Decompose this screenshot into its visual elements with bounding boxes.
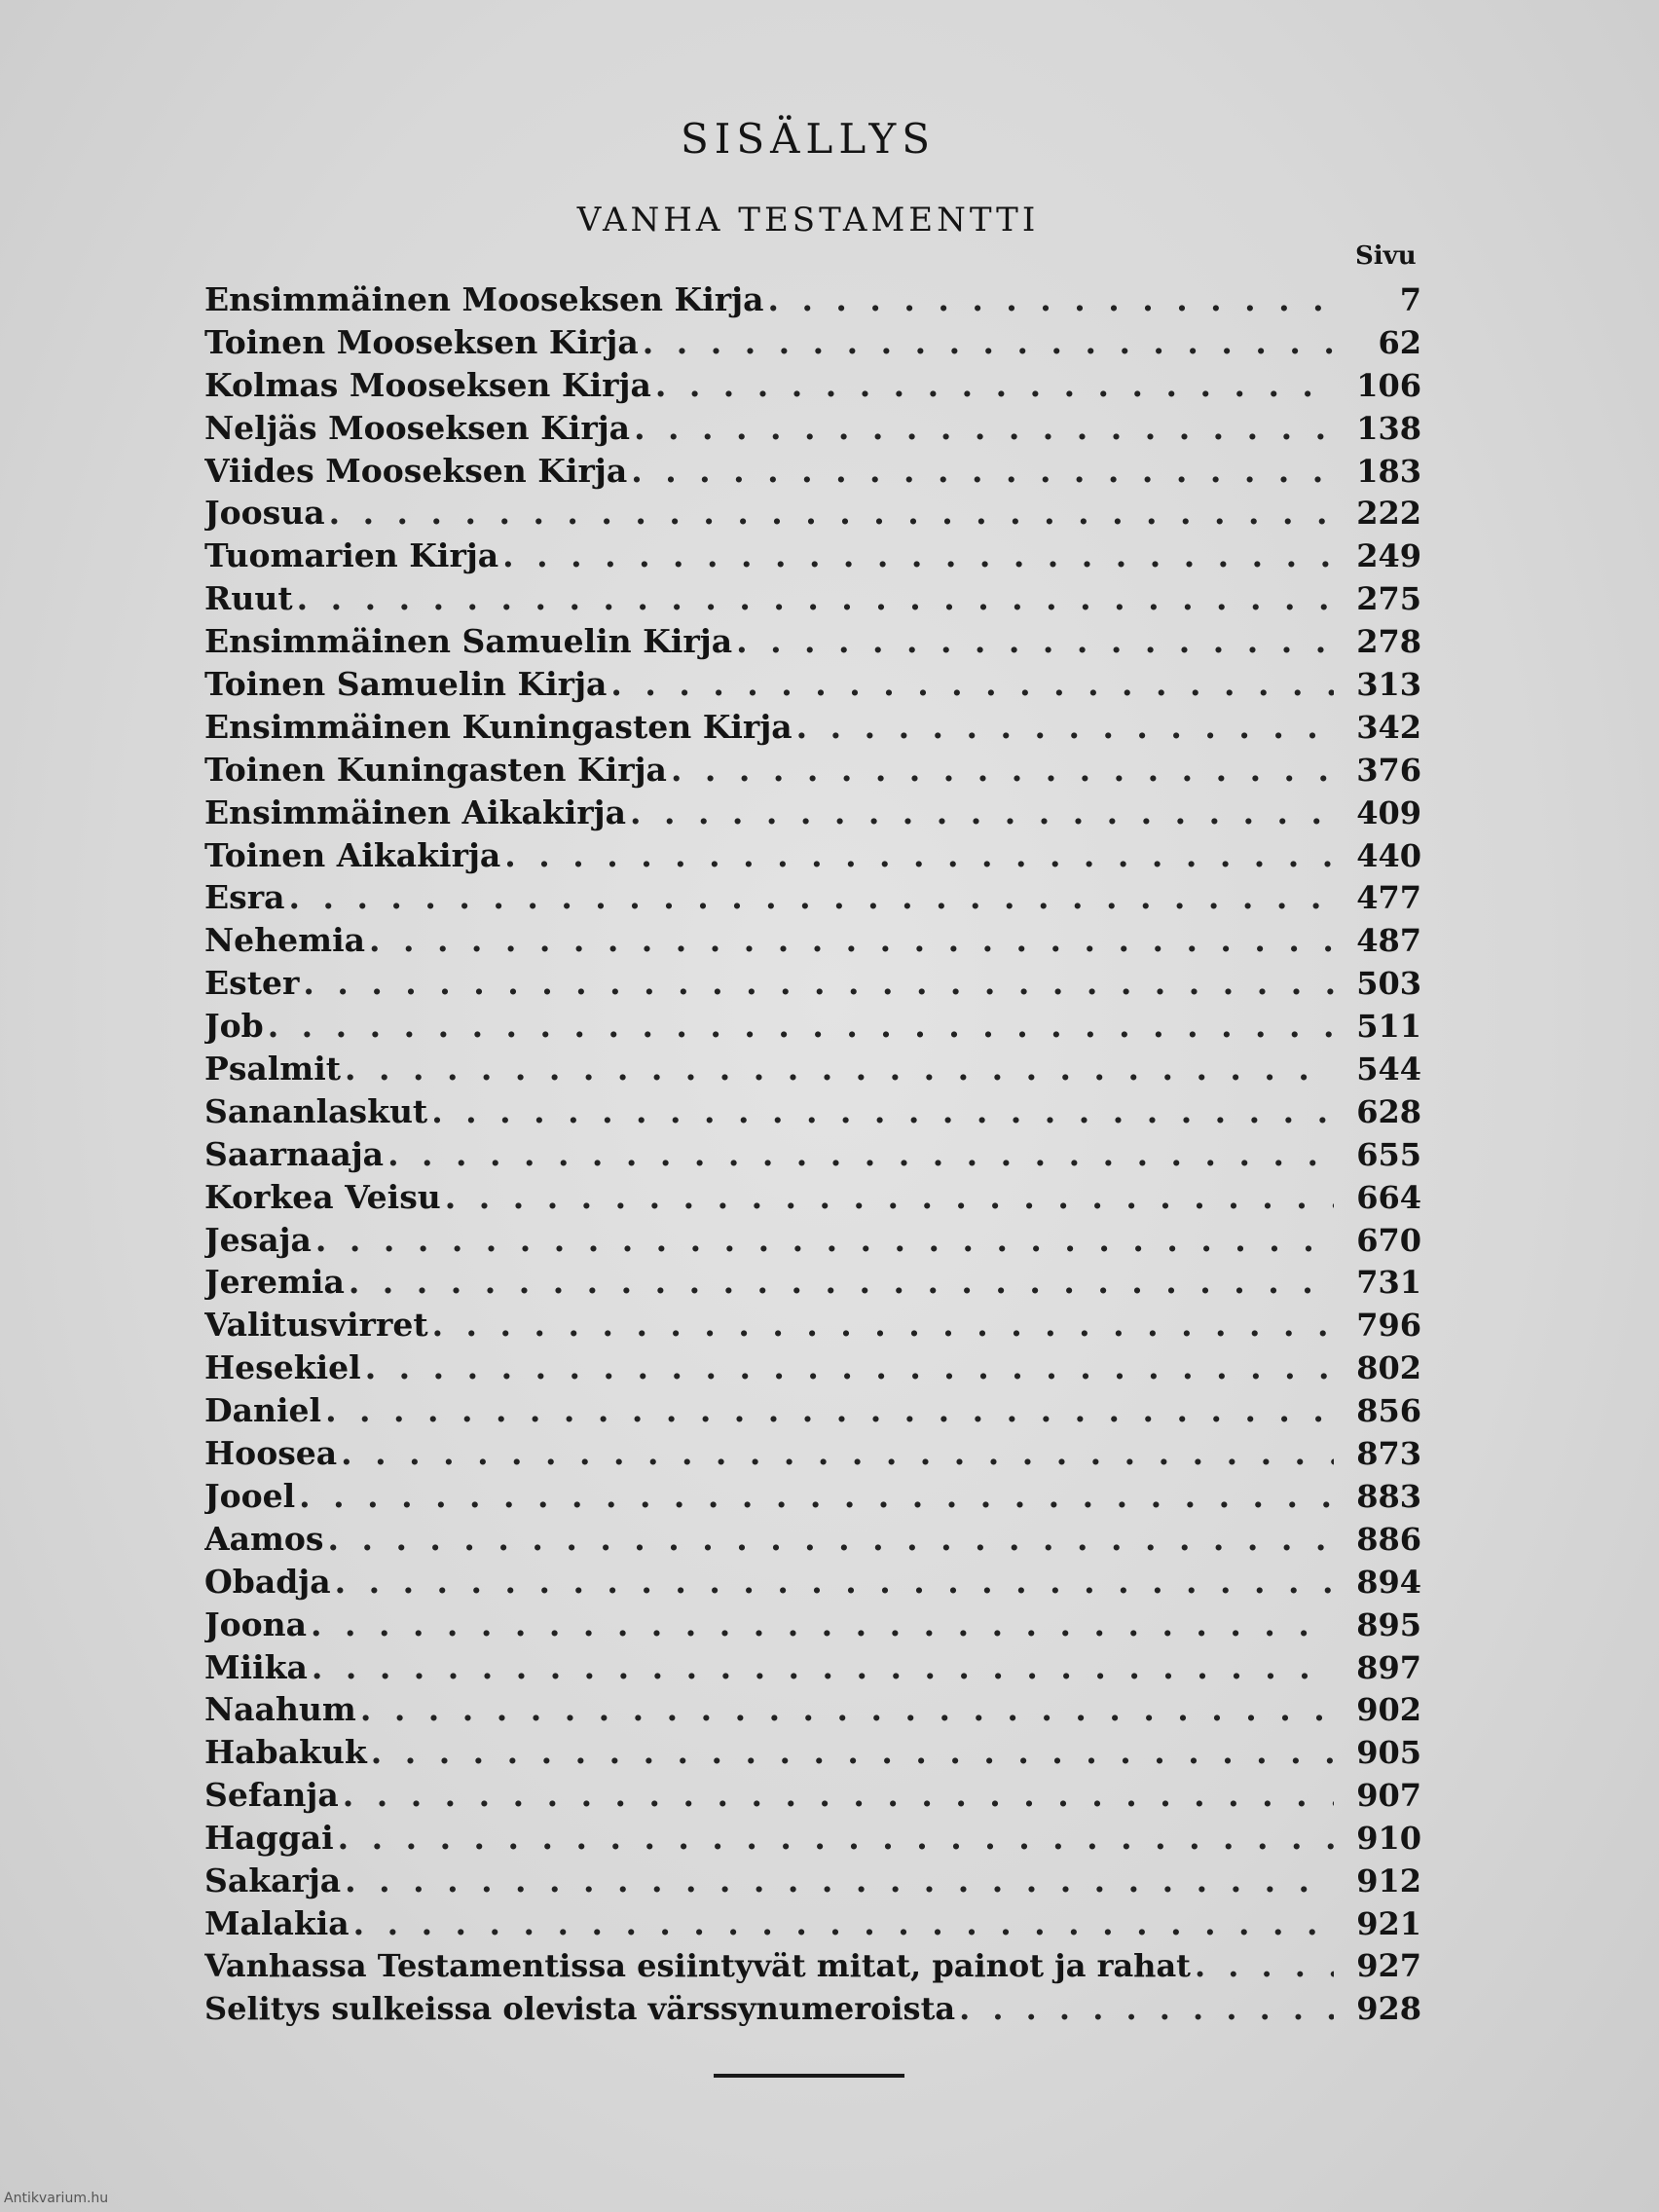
dot-leader <box>341 1860 1334 1902</box>
toc-entry <box>204 321 1421 364</box>
toc-entry-page: 106 <box>1356 366 1421 404</box>
toc-entry <box>204 792 1421 834</box>
toc-entry <box>204 1005 1421 1048</box>
toc-entry <box>204 663 1421 706</box>
toc-entry <box>204 1219 1421 1262</box>
toc-entry <box>204 1176 1421 1219</box>
toc-entry-title: Haggai <box>204 1819 334 1858</box>
dot-leader <box>365 919 1334 962</box>
toc-entry-title: Kolmas Mooseksen Kirja <box>204 365 651 404</box>
dot-leader <box>732 620 1334 663</box>
toc-entry-title: Hesekiel <box>204 1348 361 1387</box>
toc-entry-page: 628 <box>1356 1092 1421 1130</box>
toc-entry-page: 278 <box>1356 623 1421 661</box>
toc-entry-title: Toinen Aikakirja <box>204 835 501 874</box>
dot-leader <box>295 1475 1334 1518</box>
toc-entry <box>204 1688 1421 1731</box>
toc-entry-page: 873 <box>1356 1435 1421 1473</box>
toc-entry <box>204 749 1421 792</box>
toc-entry-page: 544 <box>1356 1051 1421 1088</box>
toc-entry <box>204 1731 1421 1774</box>
toc-entry-title: Miika <box>204 1647 308 1686</box>
dot-leader <box>955 1988 1334 2031</box>
dot-leader <box>331 1561 1334 1604</box>
toc-entry-title: Jeremia <box>204 1263 345 1302</box>
toc-entry-page: 856 <box>1356 1392 1421 1430</box>
dot-leader <box>345 1261 1334 1304</box>
dot-leader <box>441 1176 1334 1219</box>
toc-entry <box>204 364 1421 407</box>
toc-entry-title: Ensimmäinen Samuelin Kirja <box>204 622 733 661</box>
toc-entry-page: 222 <box>1356 495 1421 533</box>
toc-entry <box>204 1646 1421 1689</box>
dot-leader <box>285 876 1335 919</box>
toc-entry-title: Hoosea <box>204 1434 338 1473</box>
toc-entry <box>204 535 1421 577</box>
toc-entry-page: 921 <box>1356 1904 1421 1942</box>
toc-entry-page: 511 <box>1356 1008 1421 1046</box>
dot-leader <box>651 364 1334 407</box>
toc-entry-title: Jesaja <box>204 1220 312 1259</box>
toc-entry-title: Sananlaskut <box>204 1091 428 1130</box>
toc-entry-title: Korkea Veisu <box>204 1177 441 1216</box>
toc-entry-title: Toinen Samuelin Kirja <box>204 665 608 704</box>
dot-leader <box>308 1646 1334 1689</box>
toc-entry-page: 7 <box>1399 281 1421 318</box>
toc-entry-title: Toinen Mooseksen Kirja <box>204 322 639 361</box>
dot-leader <box>639 321 1334 364</box>
dot-leader <box>299 962 1334 1005</box>
dot-leader <box>325 492 1334 535</box>
toc-entry-page: 183 <box>1356 452 1421 490</box>
toc-entry <box>204 450 1421 493</box>
dot-leader <box>498 535 1334 577</box>
toc-entry <box>204 1346 1421 1389</box>
dot-leader <box>1191 1945 1334 1988</box>
dot-leader <box>307 1604 1334 1646</box>
dot-leader <box>321 1389 1334 1432</box>
toc-entry-title: Tuomarien Kirja <box>204 536 499 575</box>
toc-entry-title: Selitys sulkeissa olevista värssynumeroista <box>204 1989 956 2027</box>
toc-entry <box>204 962 1421 1005</box>
dot-leader <box>264 1005 1334 1048</box>
toc-entry-title: Job <box>204 1007 264 1046</box>
toc-entry-page: 731 <box>1356 1264 1421 1302</box>
toc-entry <box>204 1432 1421 1475</box>
toc-entry-title: Sakarja <box>204 1861 342 1899</box>
toc-entry-title: Viides Mooseksen Kirja <box>204 451 628 490</box>
toc-entry-page: 670 <box>1356 1221 1421 1259</box>
toc-entry <box>204 1518 1421 1561</box>
toc-entry-page: 275 <box>1356 580 1421 618</box>
toc-entry-page: 503 <box>1356 965 1421 1003</box>
dot-leader <box>500 834 1334 877</box>
toc-entry <box>204 278 1421 321</box>
toc-entry-page: 487 <box>1356 922 1421 960</box>
dot-leader <box>293 577 1334 620</box>
toc-entry-title: Joona <box>204 1604 308 1643</box>
dot-leader <box>356 1688 1334 1731</box>
dot-leader <box>667 749 1334 792</box>
toc-entry <box>204 919 1421 962</box>
toc-entry <box>204 706 1421 749</box>
toc-entry <box>204 1304 1421 1346</box>
toc-entry <box>204 1604 1421 1646</box>
toc-entry <box>204 1945 1421 1988</box>
toc-entry <box>204 492 1421 535</box>
dot-leader <box>607 663 1334 706</box>
dot-leader <box>341 1048 1334 1090</box>
toc-entry-title: Ensimmäinen Aikakirja <box>204 793 626 831</box>
toc-entry <box>204 1090 1421 1133</box>
toc-entry-page: 912 <box>1356 1862 1421 1899</box>
toc-entry <box>204 1389 1421 1432</box>
toc-entry <box>204 1774 1421 1817</box>
toc-entry-page: 905 <box>1356 1734 1421 1772</box>
toc-entry-page: 376 <box>1356 751 1421 789</box>
toc-entry-page: 894 <box>1356 1563 1421 1601</box>
toc-entry-page: 138 <box>1356 409 1421 447</box>
toc-entry <box>204 1902 1421 1945</box>
dot-leader <box>312 1219 1334 1262</box>
toc-entry-title: Ruut <box>204 579 293 618</box>
toc-entry-title: Toinen Kuningasten Kirja <box>204 750 667 789</box>
toc-entry <box>204 1988 1421 2031</box>
toc-entry-page: 927 <box>1356 1946 1421 1984</box>
section-title: VANHA TESTAMENTTI <box>576 201 1040 240</box>
toc-entry-page: 313 <box>1356 666 1421 704</box>
toc-entry <box>204 1261 1421 1304</box>
toc-entry-title: Habakuk <box>204 1733 367 1772</box>
toc-entry-title: Obadja <box>204 1562 331 1601</box>
dot-leader <box>361 1346 1334 1389</box>
toc-entry-title: Psalmit <box>204 1050 342 1088</box>
toc-entry-title: Nehemia <box>204 921 365 960</box>
toc-entry-page: 664 <box>1356 1178 1421 1216</box>
toc-entry-title: Sefanja <box>204 1776 339 1815</box>
dot-leader <box>350 1902 1334 1945</box>
dot-leader <box>339 1774 1334 1817</box>
toc-entry-page: 907 <box>1356 1777 1421 1815</box>
toc-entry-page: 477 <box>1356 879 1421 917</box>
dot-leader <box>626 792 1334 834</box>
toc-entry-page: 895 <box>1356 1605 1421 1643</box>
toc-entry <box>204 577 1421 620</box>
dot-leader <box>324 1518 1335 1561</box>
page-column-label: Sivu <box>1355 241 1417 271</box>
toc-entry <box>204 1133 1421 1176</box>
toc-entry-page: 655 <box>1356 1135 1421 1173</box>
dot-leader <box>630 407 1334 450</box>
divider-rule <box>714 2074 904 2078</box>
toc-entry-page: 902 <box>1356 1691 1421 1729</box>
dot-leader <box>334 1817 1334 1860</box>
toc-entry-title: Malakia <box>204 1903 350 1942</box>
dot-leader <box>428 1304 1334 1346</box>
toc-entry-page: 883 <box>1356 1477 1421 1515</box>
toc-entry-title: Vanhassa Testamentissa esiintyvät mitat, painot ja rahat <box>204 1946 1191 1984</box>
toc-entry <box>204 1860 1421 1902</box>
dot-leader <box>427 1090 1334 1133</box>
watermark: Antikvarium.hu <box>4 2191 109 2206</box>
toc-entry-page: 440 <box>1356 836 1421 874</box>
toc-entry-page: 249 <box>1356 537 1421 575</box>
toc-entry-title: Daniel <box>204 1391 322 1430</box>
toc-entry-page: 62 <box>1378 323 1421 361</box>
toc-entry-page: 796 <box>1356 1307 1421 1345</box>
toc-entry-page: 910 <box>1356 1820 1421 1858</box>
toc-entry <box>204 1475 1421 1518</box>
toc-entry <box>204 620 1421 663</box>
toc-entry <box>204 407 1421 450</box>
toc-entry-page: 409 <box>1356 793 1421 831</box>
dot-leader <box>763 278 1334 321</box>
toc-entry-page: 897 <box>1356 1648 1421 1686</box>
toc-entry-page: 886 <box>1356 1520 1421 1558</box>
toc-entry-title: Valitusvirret <box>204 1306 428 1345</box>
toc-entry-title: Ensimmäinen Kuningasten Kirja <box>204 707 793 746</box>
toc-entry <box>204 1048 1421 1090</box>
toc-entry-title: Aamos <box>204 1519 324 1558</box>
page-title: SISÄLLYS <box>680 115 937 163</box>
dot-leader <box>627 450 1334 493</box>
dot-leader <box>337 1432 1334 1475</box>
toc-entry-title: Esra <box>204 878 285 917</box>
toc-entry-page: 342 <box>1356 708 1421 746</box>
toc-entry-page: 928 <box>1356 1989 1421 2027</box>
dot-leader <box>793 706 1334 749</box>
toc-entry-title: Joosua <box>204 494 325 533</box>
toc-entry <box>204 876 1421 919</box>
toc-entry-title: Neljäs Mooseksen Kirja <box>204 408 631 447</box>
toc-entry-title: Jooel <box>204 1476 296 1515</box>
toc-entry <box>204 1817 1421 1860</box>
toc-entry-page: 802 <box>1356 1349 1421 1387</box>
toc-entry-title: Naahum <box>204 1690 356 1729</box>
dot-leader <box>384 1133 1334 1176</box>
toc-entry-title: Ester <box>204 964 300 1003</box>
toc-entry-title: Ensimmäinen Mooseksen Kirja <box>204 280 764 318</box>
toc-entry <box>204 834 1421 877</box>
toc-entry-title: Saarnaaja <box>204 1134 385 1173</box>
toc-entry <box>204 1561 1421 1604</box>
table-of-contents <box>204 278 1421 2031</box>
dot-leader <box>367 1731 1334 1774</box>
